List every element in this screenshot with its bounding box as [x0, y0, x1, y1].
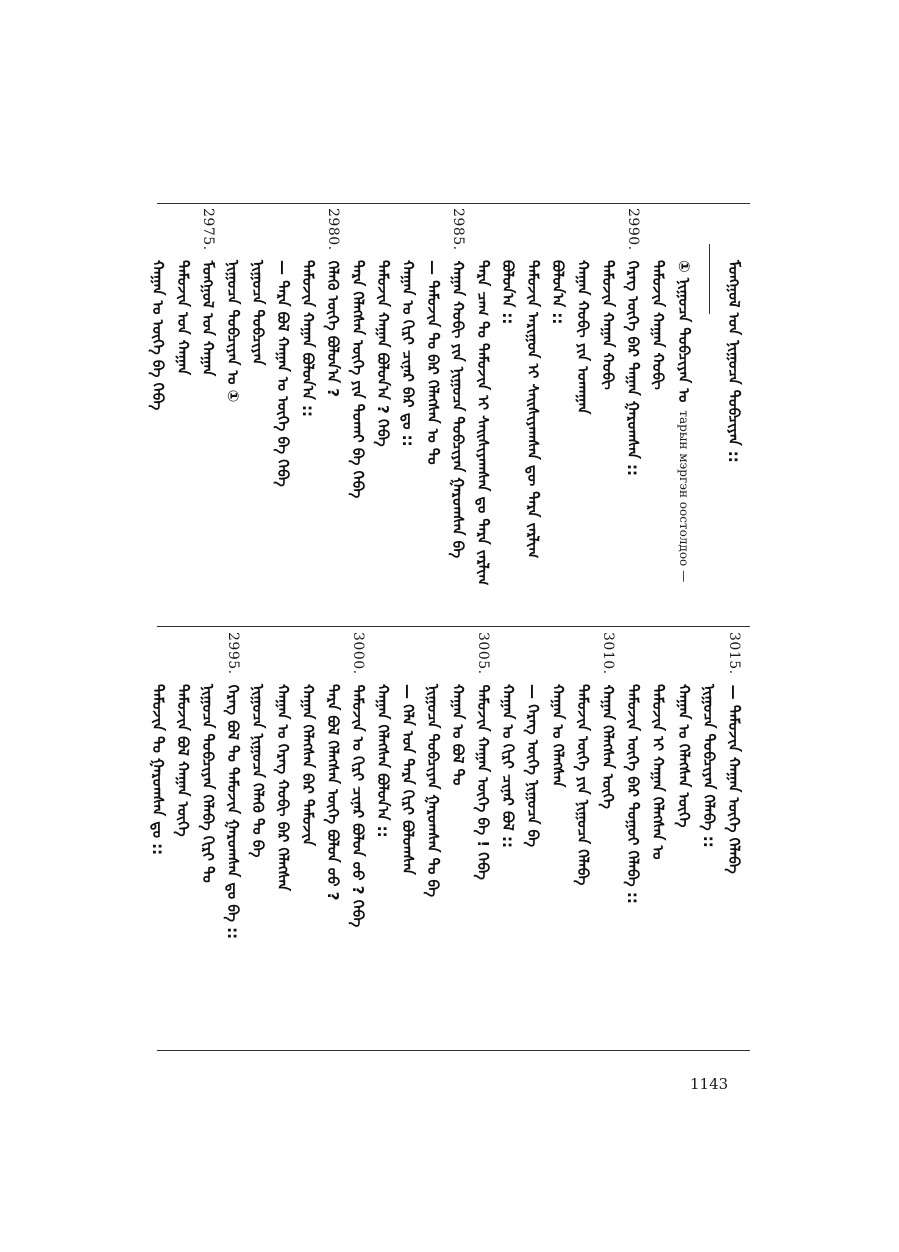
bottom-rule — [157, 1050, 750, 1051]
verse-text: ᠲᠡᠮᠦᠵᠢᠨ ᠬᠠᠭᠠᠨ ᠦᠭᠡ ᠪᠠ ! ᠬᠡᠪᠡ — [474, 684, 492, 880]
verse-text: ᠮᠣᠩᠭᠣᠯ ᠤᠨ ᠨᠢᠭᠤᠴᠠ ᠲᠣᠪᠴᠢᠶᠠᠨ :: — [725, 260, 743, 463]
verse-text: ᠬᠡᠯᠡᠬᠦ ᠦᠭᠡ ᠪᠣᠯᠤᠨ᠎ᠠ ? — [324, 260, 342, 397]
line-number: 2975. — [200, 208, 216, 251]
verse-text: ᠲᠡᠷᠡ ᠬᠡᠯᠡᠭᠰᠡᠨ ᠦᠭᠡ ᠶᠢᠨ ᠲᠤᠬᠠᠢ ᠪᠠ ᠬᠡᠪᠡ — [349, 260, 367, 499]
text-line — [722, 632, 746, 1032]
verse-text: ᠲᠡᠮᠦᠵᠢᠨ ᠬᠠᠭᠠᠨ ᠪᠣᠯᠤᠨ᠎ᠠ ? ᠬᠡᠪᠡ — [374, 260, 392, 447]
verse-text: ᠬᠠᠭᠠᠨ ᠤ ᠬᠢᠷᠢ ᠴᠢᠨᠠᠷ ᠪᠣᠯ :: — [499, 684, 517, 849]
text-line — [421, 632, 445, 1032]
verse-text: — ᠲᠡᠮᠦᠵᠢᠨ ᠬᠠᠭᠠᠨ ᠦᠭᠡ ᠬᠡᠯᠡᠪᠡ — [725, 684, 743, 874]
verse-text: ᠬᠡᠷᠡᠭ ᠦᠭᠡ ᠪᠡᠷ ᠳᠠᠭᠠᠨ ᠭᠠᠷᠤᠭᠰᠠᠨ :: — [624, 260, 642, 477]
verse-text: ᠬᠠᠭᠠᠨ ᠤ ᠬᠡᠷᠡᠭ ᠬᠣᠪᠢ ᠪᠡᠷ ᠬᠡᠯᠡᠭᠰᠡᠨ — [274, 684, 292, 892]
verse-text: ᠪᠣᠯᠤᠨ᠎ᠠ :: — [499, 260, 517, 325]
verse-text: ᠲᠡᠮᠦᠵᠢᠨ ᠦᠭᠡ ᠪᠡᠷ ᠳᠤᠭᠤᠢ ᠬᠡᠯᠡᠪᠡ :: — [624, 684, 642, 904]
verse-text: ᠨᠢᠭᠤᠴᠠ ᠲᠣᠪᠴᠢᠶᠠᠨ ᠭᠠᠷᠤᠭᠰᠠᠨ ᠲᠤ ᠪᠠ — [424, 684, 442, 898]
verse-block-bottom — [149, 632, 750, 1046]
text-line — [621, 632, 645, 1032]
text-line — [221, 208, 245, 608]
text-line — [146, 632, 170, 1032]
text-line — [421, 208, 445, 608]
verse-text: ᠬᠠᠭᠠᠨ ᠤ ᠦᠭᠡ ᠪᠠ ᠬᠡᠪᠡ — [149, 260, 167, 411]
footnote-rule — [709, 244, 710, 314]
text-line — [446, 632, 470, 1032]
verse-text: — ᠬᠡᠯᠡ ᠤᠨ ᠲᠡᠷᠡ ᠬᠢᠷᠢ ᠪᠣᠯᠤᠭᠰᠠᠨ — [399, 684, 417, 875]
verse-text: ᠨᠢᠭᠤᠴᠠ ᠲᠣᠪᠴᠢᠶᠠᠨ ᠬᠡᠯᠡᠪᠡ :: — [700, 684, 718, 848]
verse-text: ᠬᠡᠷᠡᠭ ᠪᠣᠯ ᠲᠤ ᠲᠡᠮᠦᠵᠢᠨ ᠭᠠᠷᠤᠭᠰᠠᠨ ᠳᠤ ᠪᠠ :: — [224, 684, 242, 940]
text-line — [271, 632, 295, 1032]
verse-text: ᠲᠡᠮᠦᠵᠢᠨ ᠢ ᠬᠠᠭᠠᠨ ᠬᠡᠯᠡᠭᠰᠡᠨ ᠤ — [649, 684, 667, 860]
verse-text: — ᠲᠡᠷᠡ ᠪᠣᠯ ᠬᠠᠭᠠᠨ ᠤ ᠦᠭᠡ ᠪᠠ ᠬᠡᠪᠡ — [274, 260, 292, 487]
middle-rule — [157, 626, 750, 627]
line-number: 2995. — [225, 632, 241, 675]
line-number: 2980. — [325, 208, 341, 251]
line-number: 3000. — [350, 632, 366, 675]
text-line — [196, 208, 220, 608]
line-number: 3015. — [726, 632, 742, 675]
text-line — [722, 208, 746, 608]
verse-text: — ᠬᠡᠷᠡᠭ ᠦᠭᠡ ᠨᠢᠭᠤᠴᠠ ᠪᠠ — [524, 684, 542, 848]
verse-text: ᠬᠠᠭᠠᠨ ᠬᠡᠯᠡᠭᠰᠡᠨ ᠪᠣᠯᠤᠨ᠎ᠠ :: — [374, 684, 392, 838]
cyrillic-gloss: тарын мэргэн оостолдоо — — [677, 410, 691, 583]
verse-block-top — [149, 208, 750, 622]
text-line — [346, 208, 370, 608]
verse-text: ① ᠨᠢᠭᠤᠴᠠ ᠲᠣᠪᠴᠢᠶᠠᠨ ᠤ — [675, 260, 693, 403]
top-rule — [157, 203, 750, 204]
verse-text: ᠬᠠᠭᠠᠨ ᠤ ᠬᠡᠯᠡᠭᠰᠡᠨ — [549, 684, 567, 788]
verse-text: ᠲᠡᠮᠦᠵᠢᠨ ᠦᠭᠡ ᠶᠢᠨ ᠨᠢᠭᠤᠴᠠ ᠬᠡᠯᠡᠪᠡ — [574, 684, 592, 886]
text-line — [271, 208, 295, 608]
verse-text: — ᠲᠡᠮᠦᠵᠢᠨ ᠲᠤ ᠪᠡᠷ ᠬᠡᠯᠡᠭᠰᠡᠨ ᠤ ᠲᠤ — [424, 260, 442, 465]
verse-text: ᠨᠢᠭᠤᠴᠠ ᠲᠣᠪᠴᠢᠶᠠᠨ — [249, 260, 267, 366]
text-line — [246, 208, 270, 608]
text-line — [621, 208, 645, 608]
verse-text: ᠬᠠᠭᠠᠨ ᠬᠡᠯᠡᠭᠰᠡᠨ ᠦᠭᠡ — [599, 684, 617, 809]
verse-text: ᠮᠣᠩᠭᠣᠯ ᠤᠨ ᠬᠠᠭᠠᠨ — [199, 260, 217, 377]
text-line — [296, 632, 320, 1032]
verse-text: ᠬᠠᠭᠠᠨ ᠬᠡᠯᠡᠭᠰᠡᠨ ᠪᠡᠷ ᠲᠡᠮᠦᠵᠢᠨ — [299, 684, 317, 846]
verse-text: ᠲᠡᠮᠦᠵᠢᠨ ᠬᠠᠭᠠᠨ ᠬᠣᠪᠢ — [599, 260, 617, 390]
text-line — [371, 632, 395, 1032]
text-line — [321, 632, 345, 1032]
text-line — [571, 632, 595, 1032]
text-line — [196, 632, 220, 1032]
line-number: 3005. — [475, 632, 491, 675]
verse-text: ᠪᠣᠯᠤᠨ᠎ᠠ :: — [549, 260, 567, 325]
text-line — [646, 632, 670, 1032]
text-line — [396, 632, 420, 1032]
verse-text: ᠲᠡᠮᠦᠵᠢᠨ ᠪᠣᠯ ᠬᠠᠭᠠᠨ ᠦᠭᠡ — [174, 684, 192, 837]
verse-text: ᠲᠡᠮᠦᠵᠢᠨ ᠠᠷᠢᠭᠤᠨ ᠢ ᠰᠠᠢᠰᠢᠶᠠᠭᠰᠠᠨ ᠳᠦ ᠲᠡᠷᠡ ᠵᠠᠷᠯᠢᠭ — [524, 260, 542, 559]
text-line — [672, 208, 696, 608]
text-line — [496, 208, 520, 608]
text-line — [371, 208, 395, 608]
text-line — [596, 208, 620, 608]
verse-text: ᠲᠡᠮᠦᠵᠢᠨ ᠤᠨ ᠬᠠᠭᠠᠨ — [174, 260, 192, 376]
verse-text: ᠲᠡᠷᠡ ᠪᠣᠯ ᠬᠡᠯᠡᠭᠰᠡᠨ ᠦᠭᠡ ᠪᠣᠯᠤᠨ ᠤᠤ ? — [324, 684, 342, 901]
verse-text: ᠬᠠᠭᠠᠨ ᠬᠣᠪᠢ ᠶᠢᠨ ᠤᠬᠠᠭᠠᠨ — [574, 260, 592, 415]
verse-text: ᠲᠡᠮᠦᠵᠢᠨ ᠲᠤ ᠭᠠᠷᠤᠭᠰᠠᠨ ᠳᠤ :: — [149, 684, 167, 856]
text-line — [546, 632, 570, 1032]
page-number: 1143 — [690, 1075, 729, 1093]
text-line — [221, 632, 245, 1032]
verse-text: ᠨᠢᠭᠤᠴᠠ ᠲᠣᠪᠴᠢᠶᠠᠨ ᠬᠡᠯᠡᠪᠡ ᠬᠢᠷᠢ ᠲᠤ — [199, 684, 217, 883]
text-line — [596, 632, 620, 1032]
verse-text: ᠲᠡᠷᠡ ᠴᠠᠭ ᠲᠤ ᠲᠡᠮᠦᠵᠢᠨ ᠢ ᠰᠠᠢᠰᠢᠶᠠᠭᠰᠠᠨ ᠳᠤ ᠲᠡᠷᠡ ᠵᠠᠷᠯᠢᠭ — [474, 260, 492, 586]
text-line — [521, 632, 545, 1032]
line-number: 2985. — [450, 208, 466, 251]
verse-text: ᠨᠢᠭᠤᠴᠠ ᠲᠣᠪᠴᠢᠶᠠᠨ ᠤ ① — [224, 260, 242, 403]
line-number: 3010. — [600, 632, 616, 675]
text-line — [146, 208, 170, 608]
text-line — [672, 632, 696, 1032]
verse-text: ᠬᠠᠭᠠᠨ ᠤ ᠪᠣᠯ ᠲᠤ — [449, 684, 467, 786]
text-line — [296, 208, 320, 608]
verse-text: ᠲᠡᠮᠦᠵᠢᠨ ᠬᠠᠭᠠᠨ ᠪᠣᠯᠤᠨ᠎ᠠ :: — [299, 260, 317, 418]
verse-text: ᠬᠠᠭᠠᠨ ᠤ ᠬᠡᠯᠡᠭᠰᠡᠨ ᠦᠭᠡ — [675, 684, 693, 828]
text-line — [471, 632, 495, 1032]
verse-text: ᠬᠠᠭᠠᠨ ᠬᠣᠪᠢ ᠶᠢᠨ ᠨᠢᠭᠤᠴᠠ ᠲᠣᠪᠴᠢᠶᠠᠨ ᠭᠠᠷᠤᠭᠰᠠᠨ ᠪᠠ — [449, 260, 467, 559]
text-line — [396, 208, 420, 608]
text-line — [697, 632, 721, 1032]
text-line — [346, 632, 370, 1032]
text-line — [171, 208, 195, 608]
text-line — [321, 208, 345, 608]
text-line — [646, 208, 670, 608]
text-line — [571, 208, 595, 608]
verse-text: ᠲᠡᠮᠦᠵᠢᠨ ᠬᠠᠭᠠᠨ ᠬᠣᠪᠢ — [649, 260, 667, 390]
text-line — [521, 208, 545, 608]
text-line — [471, 208, 495, 608]
text-line — [496, 632, 520, 1032]
text-line — [446, 208, 470, 608]
text-line — [546, 208, 570, 608]
text-line — [246, 632, 270, 1032]
verse-text: ᠨᠢᠭᠤᠴᠠ ᠨᠢᠭᠤᠴᠠ ᠬᠡᠯᠡᠬᠦ ᠲᠤ ᠪᠠ — [249, 684, 267, 858]
text-line — [171, 632, 195, 1032]
verse-text: ᠬᠠᠭᠠᠨ ᠤ ᠬᠢᠷᠢ ᠴᠢᠨᠠᠷ ᠪᠡᠷ ᠳᠤ :: — [399, 260, 417, 447]
line-number: 2990. — [625, 208, 641, 251]
verse-text: ᠲᠡᠮᠦᠵᠢᠨ ᠤ ᠬᠢᠷᠢ ᠴᠢᠨᠠᠷ ᠪᠣᠯᠤᠨ ᠤᠤ ? ᠬᠡᠪᠡ — [349, 684, 367, 928]
